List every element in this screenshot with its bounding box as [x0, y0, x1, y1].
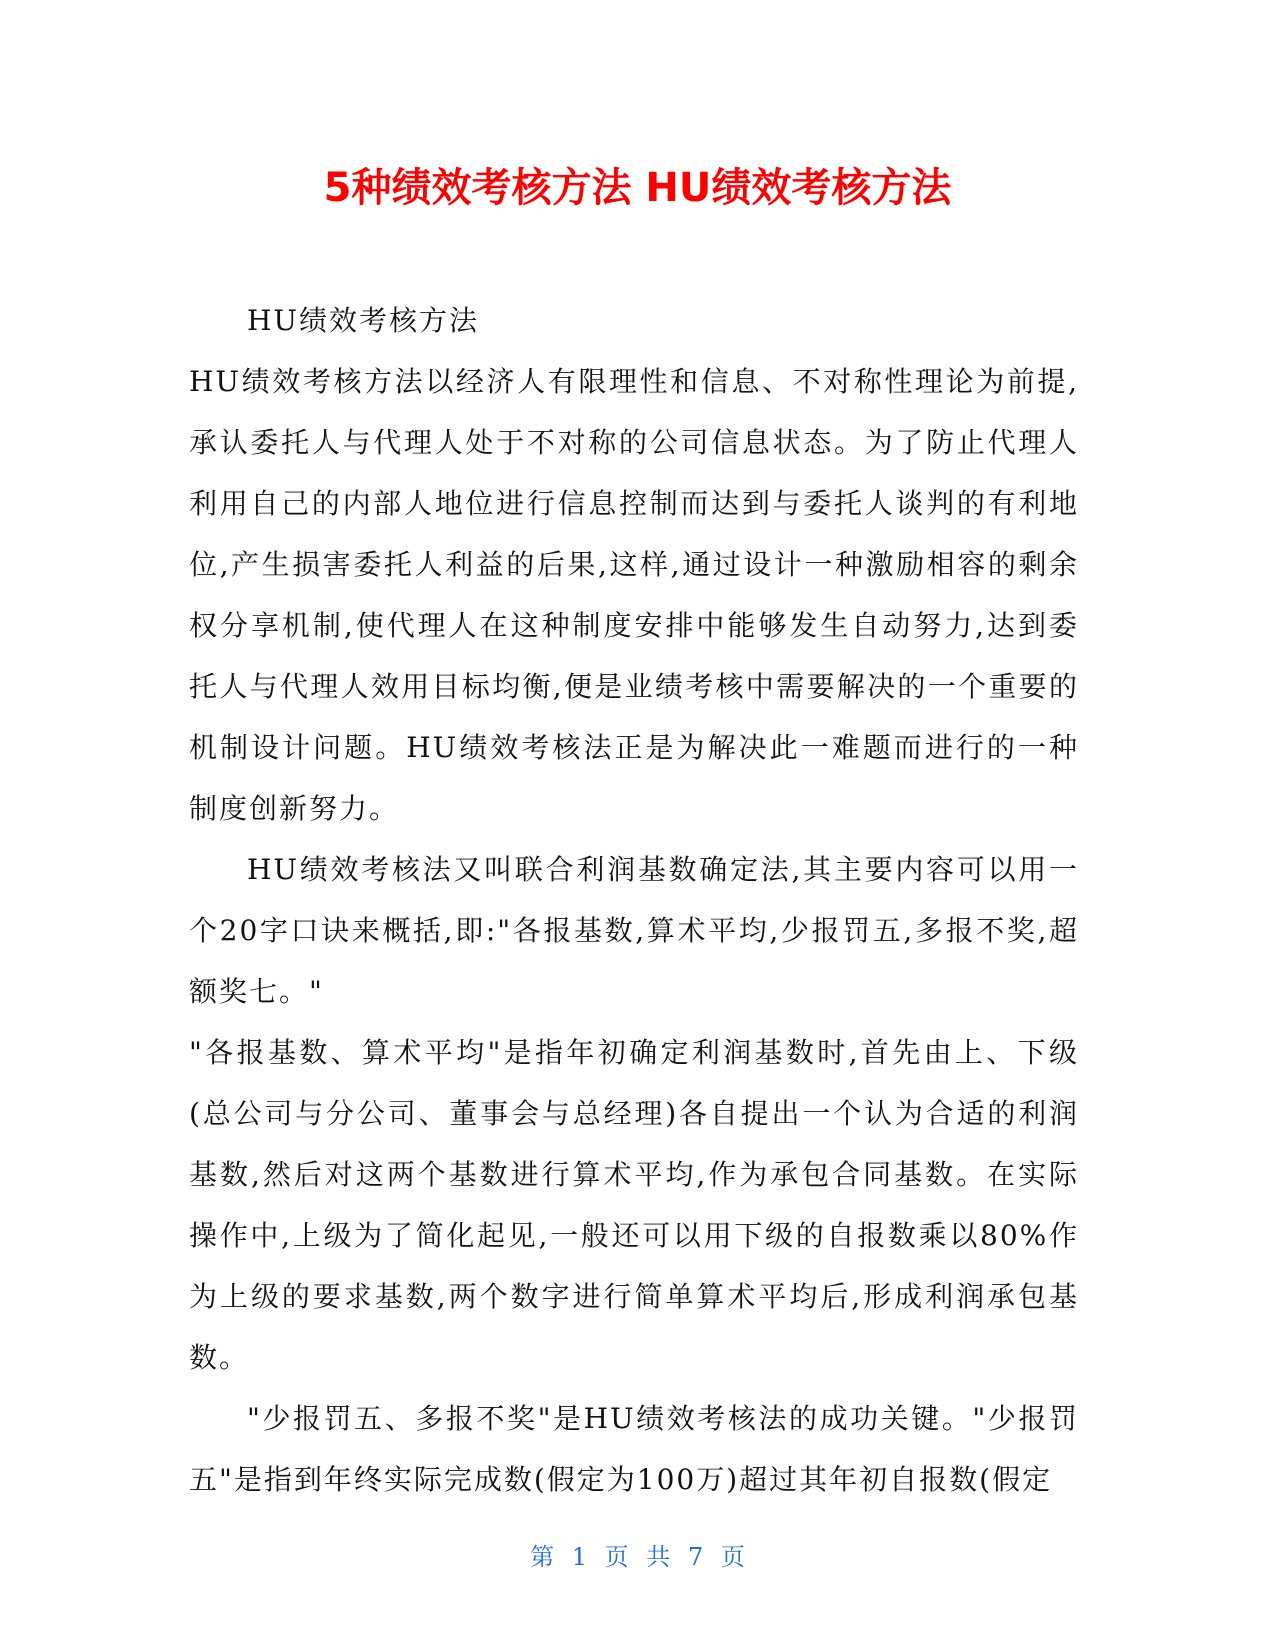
page-number-footer: 第 1 页 共 7 页 — [530, 1543, 745, 1571]
document-body — [189, 290, 1079, 1510]
document-title: 5种绩效考核方法 HU绩效考核方法 — [323, 165, 952, 211]
paragraph: HU绩效考核方法以经济人有限理性和信息、不对称性理论为前提,承认委托人与代理人处于不对称的公司信息状态。为了防止代理人利用自己的内部人地位进行信息控制而达到与委托人谈判的有利地位,产生损害委托人利益的后果,这样,通过设计一种激励相容的剩余权分享机制,使代理人在这种制度安排中能够发生自动努力,达到委托人与代理人效用目标均衡,便是业绩考核中需要解决的一个重要的机制设计问题。HU绩效考核法正是为解决此一难题而进行的一种制度创新努力。 — [189, 365, 1079, 825]
paragraph: HU绩效考核法又叫联合利润基数确定法,其主要内容可以用一个20字口诀来概括,即:"各报基数,算术平均,少报罚五,多报不奖,超额奖七。" — [189, 853, 1079, 1008]
paragraph: "少报罚五、多报不奖"是HU绩效考核法的成功关键。"少报罚五"是指到年终实际完成数(假定为100万)超过其年初自报数(假定 — [189, 1402, 1079, 1496]
paragraph: "各报基数、算术平均"是指年初确定利润基数时,首先由上、下级(总公司与分公司、董事会与总经理)各自提出一个认为合适的利润基数,然后对这两个基数进行算术平均,作为承包合同基数。在实际操作中,上级为了简化起见,一般还可以用下级的自报数乘以80%作为上级的要求基数,两个数字进行简单算术平均后,形成利润承包基数。 — [189, 1036, 1079, 1374]
paragraph: HU绩效考核方法 — [247, 304, 480, 337]
